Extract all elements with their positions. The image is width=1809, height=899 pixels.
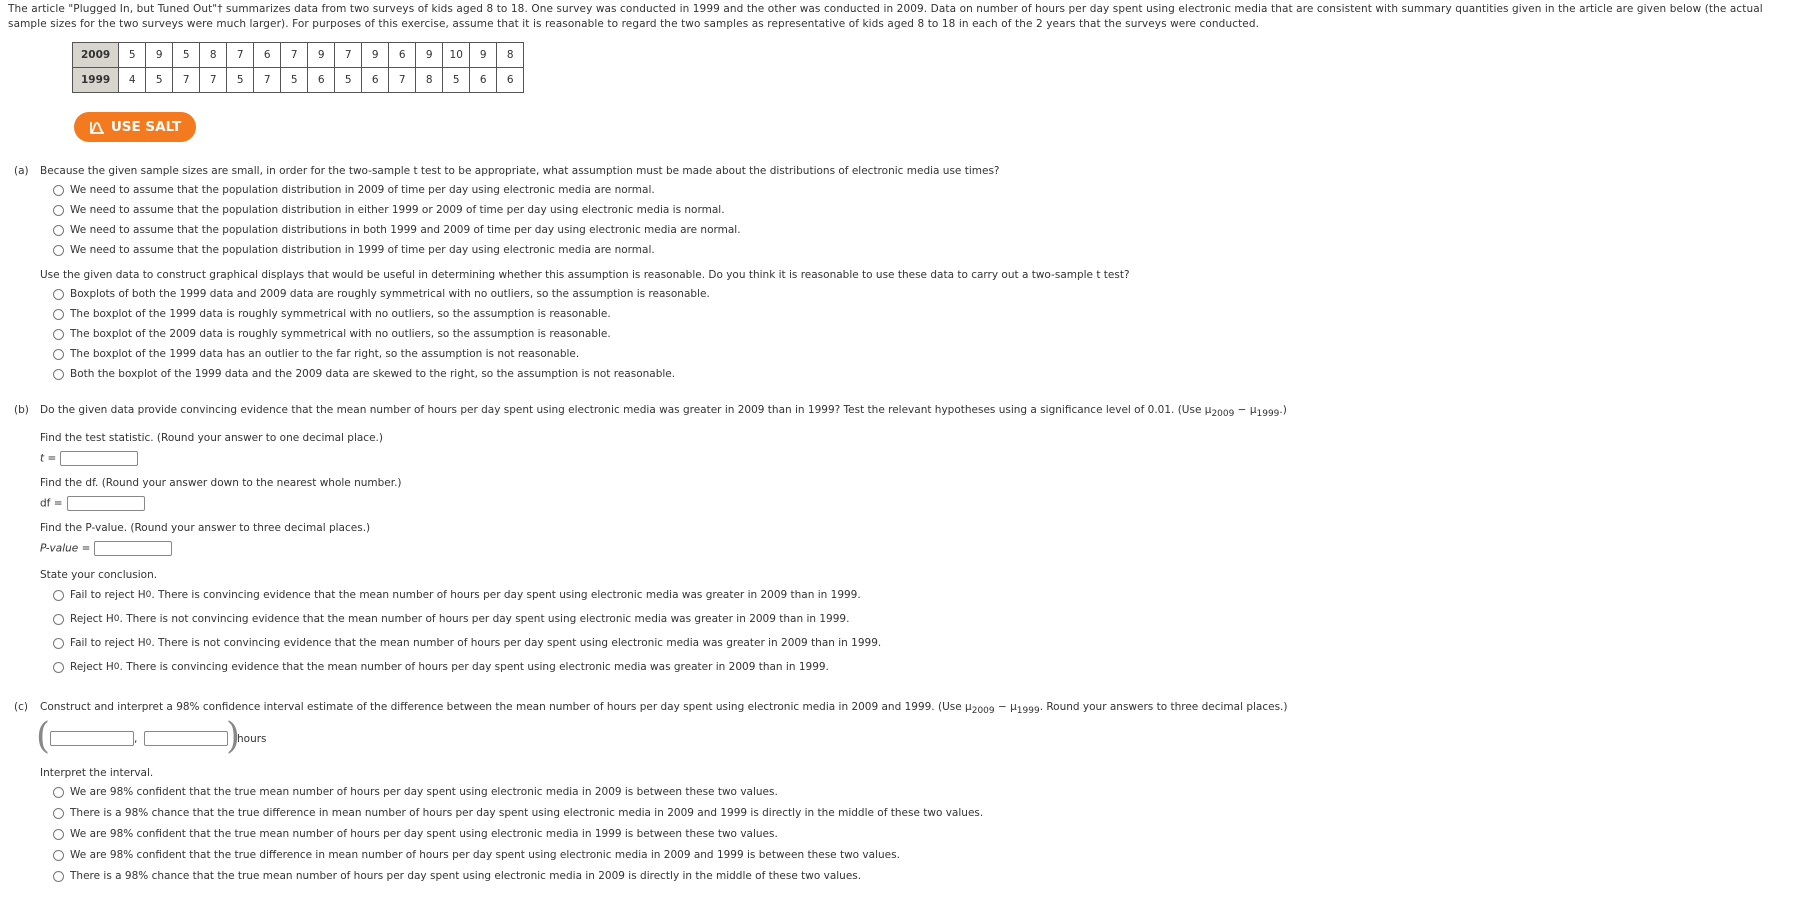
table-cell: 7	[254, 68, 281, 93]
interpret-option[interactable]: There is a 98% chance that the true difference in mean number of hours per day spent using electronic media in 2009 and 1999 is directly in the middle of these two values.	[53, 807, 983, 819]
table-row-2009	[73, 43, 524, 68]
table-cell: 10	[443, 43, 470, 68]
ci-comma: ,	[134, 733, 138, 745]
table-cell: 8	[200, 43, 227, 68]
radio-button[interactable]	[53, 638, 64, 649]
conclusion-option[interactable]: Reject H 0 . There is not convincing evidence that the mean number of hours per day spent using electronic media was greater in 2009 than in 1999.	[53, 613, 849, 625]
table-cell: 5	[119, 43, 146, 68]
table-cell: 7	[227, 43, 254, 68]
part-a-question-2: Use the given data to construct graphical displays that would be useful in determining whether this assumption is reasonable. Do you think it is reasonable to use these data to carry out a two-sample t test?	[40, 269, 1130, 281]
t-input[interactable]	[60, 451, 138, 466]
part-a-option-2[interactable]: The boxplot of the 1999 data has an outlier to the far right, so the assumption is not reasonable.	[53, 348, 579, 360]
radio-button[interactable]	[53, 614, 64, 625]
t-prompt: Find the test statistic. (Round your answer to one decimal place.)	[40, 432, 383, 444]
part-a-option[interactable]: We need to assume that the population distribution in either 1999 or 2009 of time per day using electronic media is normal.	[53, 204, 725, 216]
table-cell: 6	[362, 68, 389, 93]
table-cell: 7	[335, 43, 362, 68]
table-cell: 6	[389, 43, 416, 68]
right-paren: )	[226, 716, 241, 757]
radio-button[interactable]	[53, 329, 64, 340]
part-a-option-2[interactable]: Both the boxplot of the 1999 data and the 2009 data are skewed to the right, so the assumption is not reasonable.	[53, 368, 675, 380]
radio-button[interactable]	[53, 289, 64, 300]
table-cell: 5	[281, 68, 308, 93]
conclusion-option[interactable]: Reject H 0 . There is convincing evidence that the mean number of hours per day spent using electronic media was greater in 2009 than in 1999.	[53, 661, 829, 673]
radio-button[interactable]	[53, 808, 64, 819]
df-input[interactable]	[67, 496, 145, 511]
radio-button[interactable]	[53, 225, 64, 236]
interpret-option[interactable]: We are 98% confident that the true mean number of hours per day spent using electronic media in 2009 is between these two values.	[53, 786, 778, 798]
table-cell: 6	[497, 68, 524, 93]
table-row-1999	[73, 68, 524, 93]
radio-button[interactable]	[53, 590, 64, 601]
part-a-question: Because the given sample sizes are small, in order for the two-sample t test to be appropriate, what assumption must be made about the distributions of electronic media use times?	[40, 165, 1000, 177]
radio-button[interactable]	[53, 205, 64, 216]
table-cell: 6	[470, 68, 497, 93]
conclusion-option[interactable]: Fail to reject H 0 . There is not convincing evidence that the mean number of hours per day spent using electronic media was greater in 2009 than in 1999.	[53, 637, 881, 649]
df-row: df =	[40, 496, 145, 511]
part-c-question: Construct and interpret a 98% confidence interval estimate of the difference between the mean number of hours per day spent using electronic media in 2009 and 1999. (Use $\mu_{2009} - \mu_{1999}$. Round your answers to three decimal places.)	[40, 701, 1288, 717]
p-prompt: Find the P-value. (Round your answer to three decimal places.)	[40, 522, 371, 534]
part-a-option-2[interactable]: Boxplots of both the 1999 data and 2009 data are roughly symmetrical with no outliers, so the assumption is reasonable.	[53, 288, 710, 300]
use-salt-button[interactable]	[74, 112, 196, 142]
table-cell: 5	[443, 68, 470, 93]
part-a-tag: (a)	[14, 165, 29, 177]
part-b-question: Do the given data provide convincing evidence that the mean number of hours per day spent using electronic media was greater in 2009 than in 1999? Test the relevant hypotheses using a significance level of 0.01. (Use $\mu_{2009} - \mu_{1999}$.)	[40, 404, 1287, 420]
radio-button[interactable]	[53, 871, 64, 882]
radio-button[interactable]	[53, 662, 64, 673]
table-cell: 7	[389, 68, 416, 93]
table-cell: 7	[173, 68, 200, 93]
table-cell: 9	[470, 43, 497, 68]
year-label: 2009	[73, 43, 119, 68]
year-label: 1999	[73, 68, 119, 93]
salt-chart-icon	[89, 120, 105, 134]
interpret-prompt: Interpret the interval.	[40, 767, 154, 779]
ci-upper-input[interactable]	[144, 731, 228, 746]
part-a-option-2[interactable]: The boxplot of the 2009 data is roughly symmetrical with no outliers, so the assumption is reasonable.	[53, 328, 611, 340]
radio-button[interactable]	[53, 850, 64, 861]
p-row: P-value =	[40, 541, 172, 556]
table-cell: 5	[146, 68, 173, 93]
table-cell: 9	[362, 43, 389, 68]
radio-button[interactable]	[53, 185, 64, 196]
table-cell: 4	[119, 68, 146, 93]
table-cell: 8	[497, 43, 524, 68]
t-row: t =	[40, 451, 138, 466]
part-a-option[interactable]: We need to assume that the population distributions in both 1999 and 2009 of time per day using electronic media are normal.	[53, 224, 741, 236]
table-cell: 6	[308, 68, 335, 93]
table-cell: 8	[416, 68, 443, 93]
radio-button[interactable]	[53, 829, 64, 840]
table-cell: 9	[416, 43, 443, 68]
table-cell: 7	[281, 43, 308, 68]
conclusion-option[interactable]: Fail to reject H 0 . There is convincing evidence that the mean number of hours per day spent using electronic media was greater in 2009 than in 1999.	[53, 589, 861, 601]
df-prompt: Find the df. (Round your answer down to the nearest whole number.)	[40, 477, 402, 489]
radio-button[interactable]	[53, 309, 64, 320]
radio-button[interactable]	[53, 369, 64, 380]
table-cell: 5	[335, 68, 362, 93]
table-cell: 7	[200, 68, 227, 93]
use-salt-label: USE SALT	[110, 119, 182, 135]
interpret-option[interactable]: We are 98% confident that the true difference in mean number of hours per day spent using electronic media in 2009 and 1999 is between these two values.	[53, 849, 900, 861]
table-cell: 6	[254, 43, 281, 68]
radio-button[interactable]	[53, 245, 64, 256]
units-label: hours	[237, 733, 267, 745]
table-cell: 9	[308, 43, 335, 68]
interpret-option[interactable]: We are 98% confident that the true mean number of hours per day spent using electronic media in 1999 is between these two values.	[53, 828, 778, 840]
radio-button[interactable]	[53, 349, 64, 360]
part-a-option[interactable]: We need to assume that the population distribution in 1999 of time per day using electronic media are normal.	[53, 244, 655, 256]
part-a-option[interactable]: We need to assume that the population distribution in 2009 of time per day using electronic media are normal.	[53, 184, 655, 196]
conclusion-prompt: State your conclusion.	[40, 569, 158, 581]
part-c-tag: (c)	[14, 701, 28, 713]
part-a-option-2[interactable]: The boxplot of the 1999 data is roughly symmetrical with no outliers, so the assumption is reasonable.	[53, 308, 611, 320]
interpret-option[interactable]: There is a 98% chance that the true mean number of hours per day spent using electronic media in 2009 is directly in the middle of these two values.	[53, 870, 861, 882]
table-cell: 5	[227, 68, 254, 93]
part-b-tag: (b)	[14, 404, 29, 416]
ci-lower-input[interactable]	[50, 731, 134, 746]
data-table	[72, 42, 524, 93]
radio-button[interactable]	[53, 787, 64, 798]
intro-text: The article "Plugged In, but Tuned Out"† summarizes data from two surveys of kids aged 8 to 18. One survey was conducted in 1999 and the other was conducted in 2009. Data on number of hours per day spent using electronic media that are consistent with summary quantities given in the article are given below (the actual sample sizes for the two surveys were much larger). For purposes of this exercise, assume that it is reasonable to regard the two samples as representative of kids aged 8 to 18 in each of the 2 years that the surveys were conducted.	[8, 3, 1763, 30]
table-cell: 5	[173, 43, 200, 68]
left-paren: (	[36, 716, 51, 757]
table-cell: 9	[146, 43, 173, 68]
p-value-input[interactable]	[94, 541, 172, 556]
